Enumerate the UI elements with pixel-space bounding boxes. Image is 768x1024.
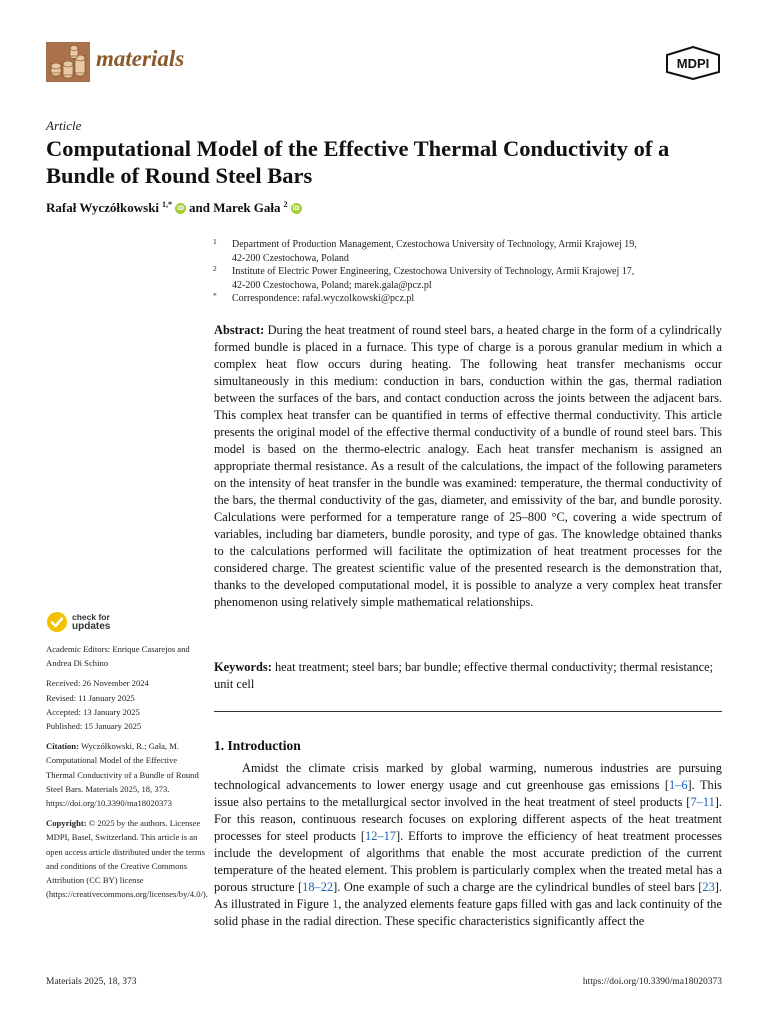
author-superscript: 2 [283, 199, 288, 209]
abstract [214, 322, 722, 611]
check-updates-line2: updates [72, 621, 111, 632]
check-for-updates-button[interactable] [46, 611, 110, 633]
paragraph-text: ]. This issue also pertains to the metallurgical sector involved in the heat treatment of steel products [ [214, 778, 722, 809]
citation-label: Citation: [46, 741, 79, 752]
affiliations [213, 238, 723, 306]
paragraph-text: ]. Efforts to improve the efficiency of heat treatment processes include the development of algorithms that enable the most accurate prediction of the current temperature of the heated element. This problem is particularly complex when the treated metal has a porous structure [ [214, 829, 722, 894]
affiliation-line: Correspondence: rafal.wyczolkowski@pcz.pl [232, 293, 415, 304]
introduction-paragraph [214, 760, 722, 930]
paragraph-text: , the analyzed elements feature gaps filled with gas and lack continuity of the solid phase in the radial direction. These specific characteristics significantly affect the [214, 897, 722, 928]
citation-block [46, 739, 206, 810]
article-info-sidebar [46, 642, 206, 907]
revised-date: Revised: 11 January 2025 [46, 692, 135, 703]
article-title: Computational Model of the Effective Thermal Conductivity of a Bundle of Round Steel Bars [46, 136, 670, 188]
copyright-label: Copyright: [46, 818, 87, 829]
affiliation-line: 42-200 Czestochowa, Poland [232, 252, 349, 264]
paragraph-text: ]. As illustrated in Figure [214, 880, 722, 911]
affiliation-line: Institute of Electric Power Engineering, Czestochowa University of Technology, Armii Krajowej 17, [232, 266, 635, 277]
article-type: Article [46, 118, 82, 133]
affiliation-mark: 1 [213, 237, 217, 246]
received-date: Received: 26 November 2024 [46, 678, 149, 689]
orcid-icon[interactable]: iD [292, 204, 300, 212]
accepted-date: Accepted: 13 January 2025 [46, 706, 140, 717]
keywords-text: heat treatment; steel bars; bar bundle; effective thermal conductivity; thermal resistance; unit cell [214, 660, 714, 691]
abstract-label: Abstract: [214, 323, 265, 337]
section-heading: 1. Introduction [214, 738, 301, 753]
check-updates-icon [46, 611, 68, 633]
author-name: Rafał Wyczółkowski [46, 200, 160, 215]
dates-block [46, 676, 206, 733]
affiliation-item [213, 265, 723, 292]
academic-editors: Academic Editors: Enrique Casarejos and Andrea Di Schino [46, 644, 190, 669]
orcid-icon[interactable]: iD [177, 204, 185, 212]
journal-logo-icon [46, 42, 90, 82]
keywords [214, 659, 722, 693]
reference-link[interactable]: 18–22 [302, 880, 334, 894]
published-date: Published: 15 January 2025 [46, 721, 142, 732]
affiliation-mark: * [213, 291, 217, 300]
reference-link[interactable]: 12–17 [365, 829, 396, 843]
check-updates-line1: check for [72, 612, 110, 622]
reference-link[interactable]: 7–11 [690, 795, 715, 809]
affiliation-line: 42-200 Czestochowa, Poland; marek.gala@pcz.pl [232, 279, 432, 291]
footer-citation: Materials 2025, 18, 373 [46, 977, 137, 987]
affiliation-mark: 2 [213, 264, 217, 273]
abstract-text: During the heat treatment of round steel bars, a heated charge in the form of a cylindrically formed bundle is placed in a furnace. This type of charge is a porous granular medium in which a complex heat flow occurs during heating. The following heat transfer mechanisms occur simultaneously in this medium: conduction in bars, conduction within the gas, thermal radiation between the surfaces of the bars, and contact conduction across the joints between the adjacent bars. This complex heat transfer can be quantified in terms of effective thermal conductivity. This article presents the original model of the effective thermal conductivity of a bundle of round steel bars. This model is based on the thermo-electric analogy. Each heat transfer mechanism is assigned an appropriate thermal resistance. As a result of the calculations, the impact of the following parameters on the intensity of heat transfer in the bundle was examined: temperature, the thermal conductivity of the bars, the thermal conductivity of the gas, diameter, and emissivity of the bar, and bundle porosity. Calculations were performed for a temperature range of 25–800 °C, covering a wide spectrum of variables, including bar diameters, bundle porosity, and type of gas. The knowledge obtained thanks to the calculations performed will facilitate the optimization of heat treatment processes for the considered charge. The greatest scientific value of the presented research is the demonstration that, thanks to the developed computational model, it is possible to analyze a very complex heat transfer phenomenon using relatively simple mathematical relationships. [214, 323, 722, 609]
author-name: and Marek Gała [189, 200, 281, 215]
footer-doi-link[interactable]: https://doi.org/10.3390/ma18020373 [582, 977, 722, 987]
paragraph-text: Amidst the climate crisis marked by global warming, numerous industries are pursuing technological advancements to lower energy usage and cut greenhouse gas emissions [ [214, 761, 722, 792]
section-divider [214, 711, 722, 712]
affiliation-item [213, 292, 723, 306]
copyright-text: © 2025 by the authors. Licensee MDPI, Basel, Switzerland. This article is an open access article distributed under the terms and conditions of the Creative Commons Attribution (CC BY) license (https://creativecommons.org/licenses/by/4.0/). [46, 818, 208, 900]
reference-link[interactable]: 23 [702, 880, 715, 894]
paragraph-text: ]. For this reason, continuous research focuses on exploring different aspects of the heat treatment processes for steel products [ [214, 795, 722, 843]
publisher-name: MDPI [676, 56, 710, 71]
author-superscript: 1,* [162, 199, 173, 209]
copyright-block [46, 816, 206, 901]
affiliation-item [213, 238, 723, 265]
journal-name: materials [96, 46, 185, 71]
reference-link[interactable]: 1–6 [668, 778, 688, 792]
keywords-label: Keywords: [214, 660, 272, 674]
affiliation-line: Department of Production Management, Czestochowa University of Technology, Armii Krajowej 19, [232, 239, 637, 250]
mdpi-logo-icon [665, 46, 721, 80]
paragraph-text: ]. One example of such a charge are the cylindrical bundles of steel bars [ [333, 880, 703, 894]
author-list [46, 200, 302, 216]
reference-link[interactable]: 1 [332, 897, 339, 911]
citation-text: Wyczółkowski, R.; Gała, M. Computational Model of the Effective Thermal Conductivity of a Bundle of Round Steel Bars. Materials 2025, 18, 373. https://doi.org/10.3390/ma18020373 [46, 741, 199, 809]
